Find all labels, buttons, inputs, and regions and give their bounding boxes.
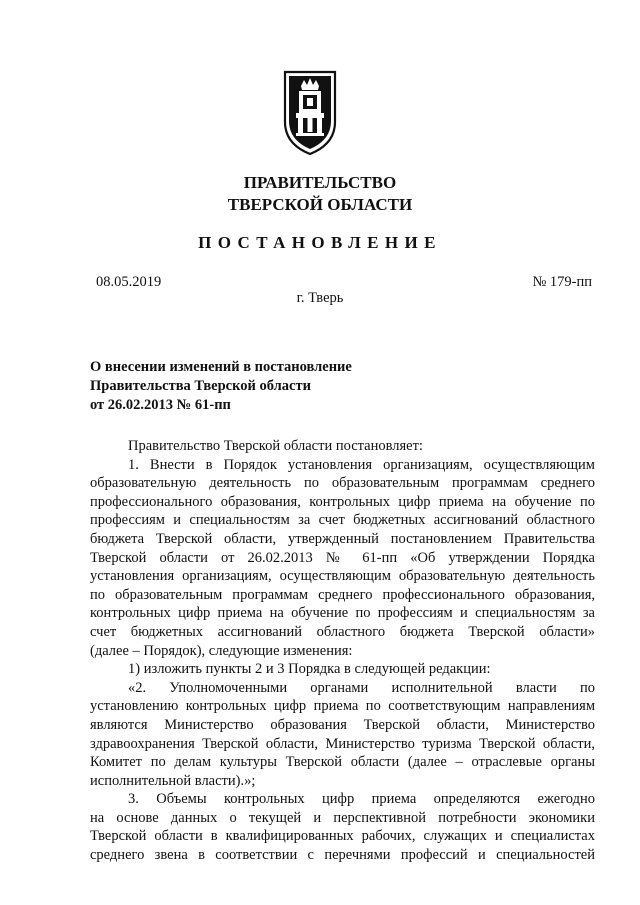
body-line: исполнительной власти).»;	[90, 772, 256, 789]
government-name-line2: ТВЕРСКОЙ ОБЛАСТИ	[227, 195, 413, 214]
body-line: профессиям и специальностям за счет бюджетных ассигнований областного	[90, 512, 595, 529]
document-number: № 179-пп	[532, 274, 592, 290]
body-line: Тверской области от 26.02.2013 № 61-пп «Об утверждении Порядка	[90, 549, 595, 566]
body-line: здравоохранения Тверской области, Министерство туризма Тверской области,	[90, 735, 595, 752]
tver-coat-of-arms-icon	[282, 70, 338, 156]
body-line: Правительство Тверской области постановляет:	[128, 438, 423, 454]
government-name-line1: ПРАВИТЕЛЬСТВО	[243, 173, 397, 192]
subject-line: Правительства Тверской области	[90, 378, 311, 394]
document-date: 08.05.2019	[96, 274, 162, 290]
body-line: на основе данных о текущей и перспективной потребности экономики	[90, 809, 595, 826]
body-line: установлению контрольных цифр приема по соответствующим направлениям	[90, 698, 595, 715]
body-line: Комитет по делам культуры Тверской области (далее – отраслевые органы	[90, 754, 595, 771]
body-line: 3. Объемы контрольных цифр приема определяются ежегодно	[128, 791, 595, 808]
body-line: 1. Внести в Порядок установления организациям, осуществляющим	[128, 456, 595, 473]
document-body	[90, 437, 595, 865]
body-line: среднего звена в соответствии с перечнями профессий и специальностей	[90, 847, 595, 864]
body-line: бюджета Тверской области, утвержденный постановлением Правительства	[90, 530, 595, 547]
body-line: по образовательным программам среднего профессионального образования,	[90, 586, 595, 603]
document-subject	[90, 358, 420, 415]
body-line: контрольных цифр приема на обучение по профессиям и специальностям за	[90, 605, 595, 622]
body-line: счет бюджетных ассигнований областного бюджета Тверской области»	[90, 623, 595, 640]
subject-line: от 26.02.2013 № 61-пп	[90, 397, 231, 413]
body-line: являются Министерство образования Тверской области, Министерство	[90, 716, 595, 733]
document-type-title: ПОСТАНОВЛЕНИЕ	[198, 233, 442, 252]
document-city: г. Тверь	[296, 290, 344, 306]
body-line: установления организациям, осуществляющим образовательную деятельность	[90, 568, 595, 585]
body-line: образовательную деятельность по образовательным программам среднего	[90, 475, 595, 492]
body-line: Тверской области в квалифицированных рабочих, служащих и специалистах	[90, 828, 595, 845]
body-line: 1) изложить пункты 2 и 3 Порядка в следующей редакции:	[128, 661, 491, 678]
body-line: «2. Уполномоченными органами исполнительной власти по	[128, 679, 595, 696]
body-line: (далее – Порядок), следующие изменения:	[90, 642, 353, 659]
subject-line: О внесении изменений в постановление	[90, 359, 352, 375]
body-line: профессионального образования, контрольных цифр приема на обучение по	[90, 493, 595, 510]
